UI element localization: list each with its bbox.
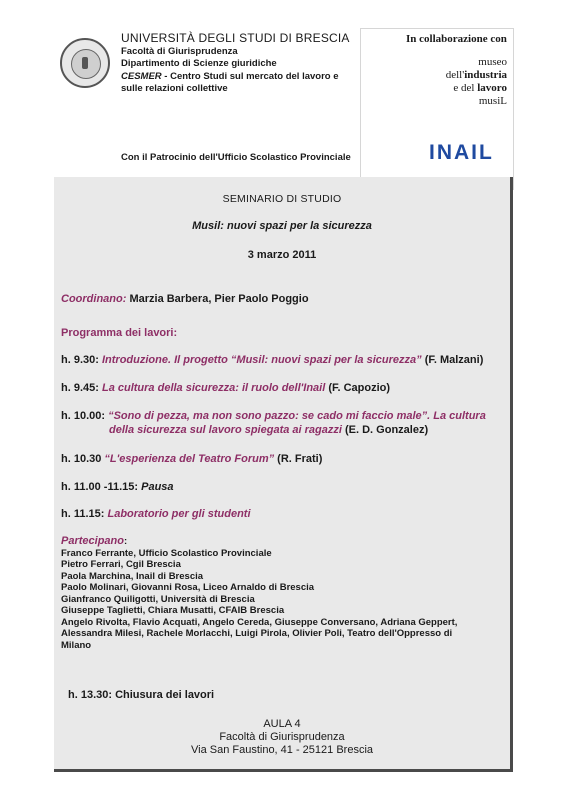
participant-line: Paola Marchina, Inail di Brescia (61, 570, 204, 582)
coordinators-line (61, 292, 511, 306)
closing-line: h. 13.30: Chiusura dei lavori (68, 689, 215, 701)
participant-line: Angelo Rivolta, Flavio Acquati, Angelo Cereda, Giuseppe Conversano, Adriana Geppert, (61, 616, 458, 628)
program-label: Programma dei lavori: (61, 327, 178, 339)
faculty-name: Facoltà di Giurisprudenza (121, 45, 238, 57)
participant-line: Milano (61, 639, 92, 651)
collaboration-box (360, 28, 514, 190)
seminar-subtitle: Musil: nuovi spazi per la sicurezza (192, 220, 372, 232)
seminar-date: 3 marzo 2011 (247, 249, 317, 261)
venue-faculty: Facoltà di Giurisprudenza (219, 731, 345, 743)
coordinators-label: Coordinano: (61, 293, 127, 305)
venue-block (54, 718, 510, 757)
program-item: h. 11.15: Laboratorio per gli studenti (61, 508, 251, 520)
program-item-continued: della sicurezza sul lavoro spiegata ai ragazzi (E. D. Gonzalez) (109, 424, 429, 436)
program-panel (54, 177, 513, 772)
program-item: h. 10.00: “Sono di pezza, ma non sono pazzo: se cado mi faccio male”. La cultura (61, 410, 486, 422)
participant-line: Gianfranco Quiligotti, Università di Brescia (61, 593, 255, 605)
participant-line: Franco Ferrante, Ufficio Scolastico Provinciale (61, 547, 272, 559)
participant-line: Paolo Molinari, Giovanni Rosa, Liceo Arnaldo di Brescia (61, 582, 315, 593)
museo-logo: museo dell'industria e del lavoro musiL (445, 56, 507, 107)
cesmer-label: CESMER (121, 70, 162, 82)
program-item: h. 11.00 -11.15: Pausa (61, 481, 174, 493)
university-header (121, 32, 361, 96)
program-item: h. 9.30: Introduzione. Il progetto “Musil: nuovi spazi per la sicurezza” (F. Malzani) (61, 354, 484, 366)
venue-address: Via San Faustino, 41 - 25121 Brescia (190, 744, 374, 756)
cesmer-line: CESMER - Centro Studi sul mercato del lavoro e (121, 70, 339, 82)
inail-logo: INAIL (429, 141, 494, 164)
participant-line: Giuseppe Taglietti, Chiara Musatti, CFAIB Brescia (61, 605, 285, 616)
seminar-kind: SEMINARIO DI STUDIO (222, 193, 342, 205)
program-item: h. 10.30 “L'esperienza del Teatro Forum” (R. Frati) (61, 453, 323, 465)
program-item: h. 9.45: La cultura della sicurezza: il ruolo dell'Inail (F. Capozio) (61, 382, 391, 394)
university-name: UNIVERSITÀ DEGLI STUDI DI BRESCIA (121, 31, 350, 45)
participant-line: Pietro Ferrari, Cgil Brescia (61, 559, 181, 570)
participants-label: Partecipano (61, 535, 124, 547)
department-name: Dipartimento di Scienze giuridiche (121, 58, 277, 69)
cesmer-line-2: sulle relazioni collettive (121, 83, 228, 94)
participant-line: Alessandra Milesi, Rachele Morlacchi, Luigi Pirola, Olivier Poli, Teatro dell'Oppresso di (61, 628, 453, 639)
participants-list: Partecipano: Franco Ferrante, Ufficio Scolastico Provinciale Pietro Ferrari, Cgil Brescia Paola Marchina, Inail di Brescia Paolo Molinari, Giovanni Rosa, Liceo Arnaldo di Brescia Gianfranco Quiligotti, Università di Brescia Giuseppe Taglietti, Chiara Musatti, CFAIB Brescia Angelo Rivolta, Flavio Acquati, Angelo Cereda, Giuseppe Conversano, Adriana Geppert, Alessandra Milesi, Rachele Morlacchi, Luigi Pirola, Olivier Poli, Teatro dell'Oppresso di Milano (61, 536, 511, 651)
collaboration-title: In collaborazione con (406, 33, 507, 45)
venue-room: AULA 4 (263, 718, 301, 730)
university-seal-icon (60, 38, 110, 88)
coordinators-names: Marzia Barbera, Pier Paolo Poggio (126, 293, 309, 305)
patrocinio-text: Con il Patrocinio dell'Ufficio Scolastico Provinciale (121, 152, 351, 163)
